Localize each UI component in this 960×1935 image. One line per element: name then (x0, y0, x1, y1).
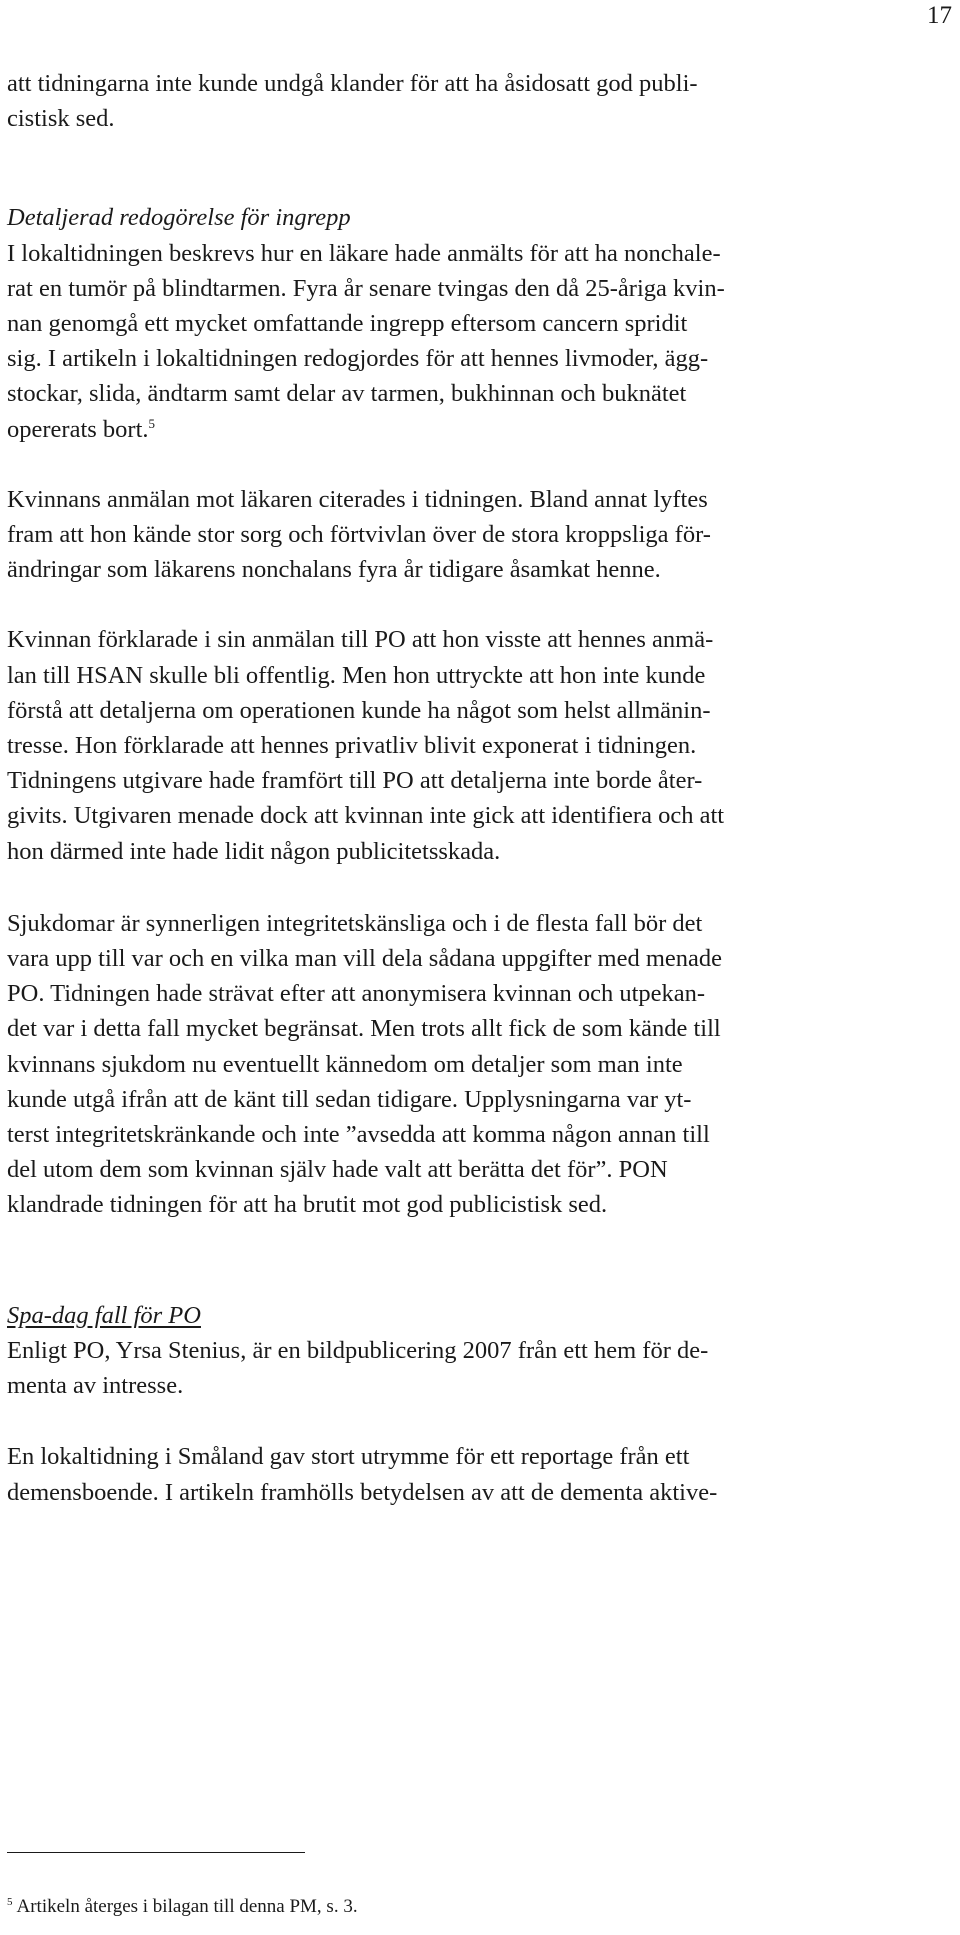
footnote (7, 1895, 358, 1919)
paragraph-text: att tidningarna inte kunde undgå klander för att ha åsidosatt god publi- cistisk sed. (7, 70, 698, 133)
body-text (7, 66, 942, 1510)
footnote-divider (7, 1852, 305, 1853)
paragraph-text: Kvinnan förklarade i sin anmälan till PO att hon visste att hennes anmä- lan till HSAN skulle bli offentlig. Men hon uttryckte att hon inte kunde förstå att detaljerna om operationen kunde ha något som helst allmänin- tresse. Hon förklarade att hennes privatliv blivit exponerat i tidningen. Tidningens utgivare hade framfört till PO att detaljerna inte borde åter- givits. Utgivaren menade dock att kvinnan inte gick att identifiera och att hon därmed inte hade lidit någon publicitetsskada. (7, 626, 725, 865)
footnote-reference: 5 (148, 415, 155, 431)
paragraph-text: Sjukdomar är synnerligen integritetskänsliga och i de flesta fall bör det vara upp till var och en vilka man vill dela sådana uppgifter med menade PO. Tidningen hade strävat efter att anonymisera kvinnan och utpekan- det var i detta fall mycket begränsat. Men trots allt fick de som kände till kvinnans sjukdom nu eventuellt kännedom om detaljer som man inte kunde utgå ifrån att de känt till sedan tidigare. Upplysningarna var yt- terst integritetskränkande och inte ”avsedda att komma någon annan till del utom dem som kvinnan själv hade valt att berätta det för”. PON klandrade tidningen för att ha brutit mot god publicistisk sed. (7, 909, 723, 1219)
section-spa-dag (7, 1298, 942, 1404)
paragraph-po-ruling (7, 906, 942, 1223)
paragraph-intro (7, 66, 942, 136)
footnote-text: Artikeln återges i bilagan till denna PM, s. 3. (16, 1896, 358, 1917)
footnote-mark: 5 (7, 1895, 13, 1908)
paragraph-po-explanation (7, 622, 942, 868)
paragraph-smaland (7, 1439, 942, 1509)
paragraph-text: I lokaltidningen beskrevs hur en läkare hade anmälts för att ha nonchale- rat en tumör på blindtarmen. Fyra år senare tvingas den då 25-åriga kvin- nan genomgå ett mycket omfattande ingrepp eftersom cancern spridit sig. I artikeln i lokaltidningen redogjordes för att hennes livmoder, ägg- stockar, slida, ändtarm samt delar av tarmen, bukhinnan och buknätet opererats bort. (7, 239, 725, 443)
paragraph-anmalan (7, 482, 942, 588)
section-ingrepp (7, 200, 942, 446)
paragraph-text: Kvinnans anmälan mot läkaren citerades i tidningen. Bland annat lyftes fram att hon kände stor sorg och förtvivlan över de stora kroppsliga för- ändringar som läkarens nonchalans fyra år tidigare åsamkat henne. (7, 485, 711, 584)
section-heading: Spa-dag fall för PO (7, 1301, 201, 1329)
page-number: 17 (927, 2, 952, 29)
paragraph-text: En lokaltidning i Småland gav stort utrymme för ett reportage från ett demensboende. I artikeln framhölls betydelsen av att de dementa aktive- (7, 1443, 718, 1506)
paragraph-text: Enligt PO, Yrsa Stenius, är en bildpublicering 2007 från ett hem för de- menta av intresse. (7, 1336, 709, 1400)
section-heading: Detaljerad redogörelse för ingrepp (7, 204, 351, 232)
